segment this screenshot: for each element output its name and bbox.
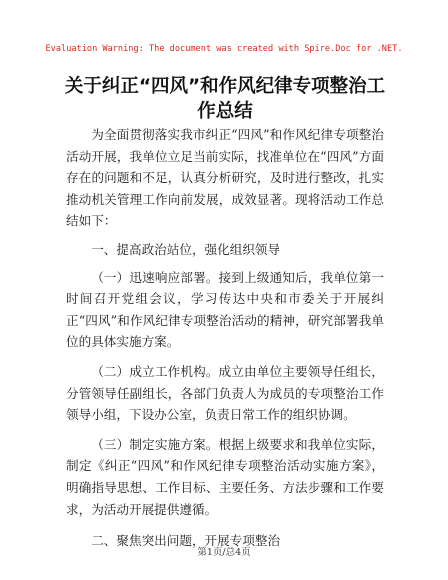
subsection-1: （一）迅速响应部署。接到上级通知后，我单位第一时间召开党组会议，学习传达中央和市委关于开展纠正“四风”和作风纪律专项整治活动的精神，研究部署我单位的具体实施方案。 bbox=[66, 269, 384, 350]
document-title: 关于纠正“四风”和作风纪律专项整治工作总结 bbox=[64, 76, 386, 122]
subsection-3: （三）制定实施方案。根据上级要求和我单位实际，制定《纠正“四风”和作风纪律专项整治活动实施方案》，明确指导思想、工作目标、主要任务、方法步骤和工作要求，为活动开展提供遵循。 bbox=[66, 436, 384, 517]
section-heading-1: 一、提高政治站位，强化组织领导 bbox=[91, 241, 281, 257]
document-body bbox=[66, 124, 384, 559]
subsection-2: （二）成立工作机构。成立由单位主要领导任组长，分管领导任副组长，各部门负责人为成员的专项整治工作领导小组，下设办公室，负责日常工作的组织协调。 bbox=[66, 363, 384, 423]
section-heading-2: 二、聚焦突出问题，开展专项整治 bbox=[91, 533, 281, 549]
page-footer: 第1页/总4页 bbox=[197, 547, 251, 558]
intro-paragraph: 为全面贯彻落实我市纠正“四风”和作风纪律专项整治活动开展，我单位立足当前实际，找准单位在“四风”方面存在的问题和不足，认真分析研究，及时进行整改，扎实推动机关管理工作向前发展，成效显著。现将活动工作总结如下： bbox=[66, 127, 384, 229]
evaluation-warning: Evaluation Warning: The document was created with Spire.Doc for .NET. bbox=[45, 44, 403, 54]
